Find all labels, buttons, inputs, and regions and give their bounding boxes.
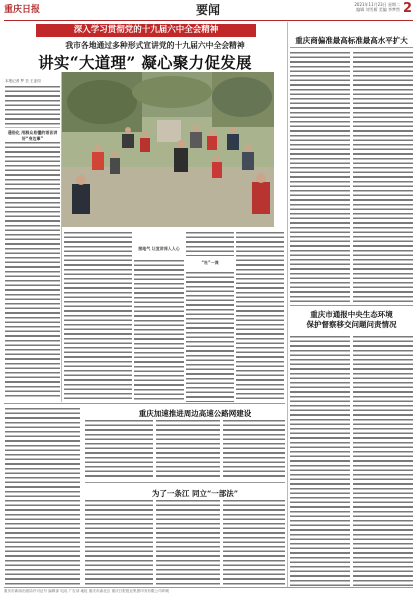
right-mid-title-line1: 重庆市通报中央生态环境: [310, 310, 393, 319]
right-top-body-a: [290, 52, 350, 302]
date-line: 2021年11月23日 星期二: [354, 2, 400, 7]
middle-story2-body-b: [156, 500, 220, 586]
editor-line: 编辑 刘雪雁 美编 李梦然: [356, 7, 400, 12]
middle-rule: [85, 482, 285, 483]
lead-body-col1-top: [5, 86, 60, 128]
right-top-body-b: [353, 52, 413, 302]
lead-photo: [62, 72, 274, 227]
lead-subhead-left: 通俗化 用群众易懂的语言讲好“身边事”: [7, 130, 58, 141]
right-section-rule: [290, 305, 413, 306]
lead-body-col2: [64, 232, 132, 402]
newspaper-logo: 重庆日报: [4, 5, 41, 15]
right-mid-title-line2: 保护督察移交问题问责情况: [306, 320, 397, 329]
right-top-rule: [290, 47, 413, 48]
lead-body-col4: [186, 272, 234, 402]
lead-kicker: 我市各地通过多种形式宣讲党的十九届六中全会精神: [65, 41, 245, 50]
footer-rule: [4, 587, 413, 588]
masthead-rule: [4, 20, 413, 21]
middle-story1-body-c: [223, 420, 285, 478]
page-number: 2: [403, 1, 413, 16]
middle-story1-body-a: [85, 420, 153, 478]
right-mid-body-b: [353, 336, 413, 586]
lead-body-col4-top: [186, 232, 234, 256]
lead-banner: 深入学习贯彻党的十九届六中全会精神: [36, 24, 256, 37]
photo-caption: [276, 74, 286, 224]
lead-photo-image: [62, 72, 274, 227]
left-lower-body: [5, 408, 80, 586]
lead-subhead-mid2: “社”一课: [201, 260, 219, 265]
date-editor-meta: [300, 2, 400, 12]
lower-section-rule: [4, 403, 285, 404]
lead-subhead-mid: 接地气 让宣讲深入人心: [138, 246, 180, 251]
right-mid-title: [290, 310, 413, 330]
footer-imprint: 重庆市新闻出版局许可证号 编辑部 电话 广告部 地址 重庆市渝北区 重庆日报报业集团印务有限公司印刷: [4, 589, 169, 593]
lead-headline: 讲实“大道理” 凝心聚力促发展: [38, 53, 252, 72]
column-rule: [61, 72, 62, 402]
lead-body-col1: [5, 142, 60, 397]
middle-story2-body-a: [85, 500, 153, 586]
masthead: [0, 0, 417, 20]
middle-story2-body-c: [223, 500, 285, 586]
lead-body-col3: [134, 260, 184, 402]
middle-story2-title: 为了一条江 同立“一部法”: [151, 489, 239, 498]
middle-story1-body-b: [156, 420, 220, 478]
lead-body-col5: [236, 232, 284, 402]
column-rule: [287, 22, 288, 587]
right-top-title: 重庆商偏准最高标准最高水平扩大: [295, 36, 408, 45]
lead-byline: 本报记者 罗 芸 王亚同: [5, 79, 41, 83]
section-title: 要闻: [196, 3, 221, 17]
middle-story1-title: 重庆加速推进周边高速公路网建设: [138, 409, 252, 418]
right-mid-body-a: [290, 336, 350, 586]
